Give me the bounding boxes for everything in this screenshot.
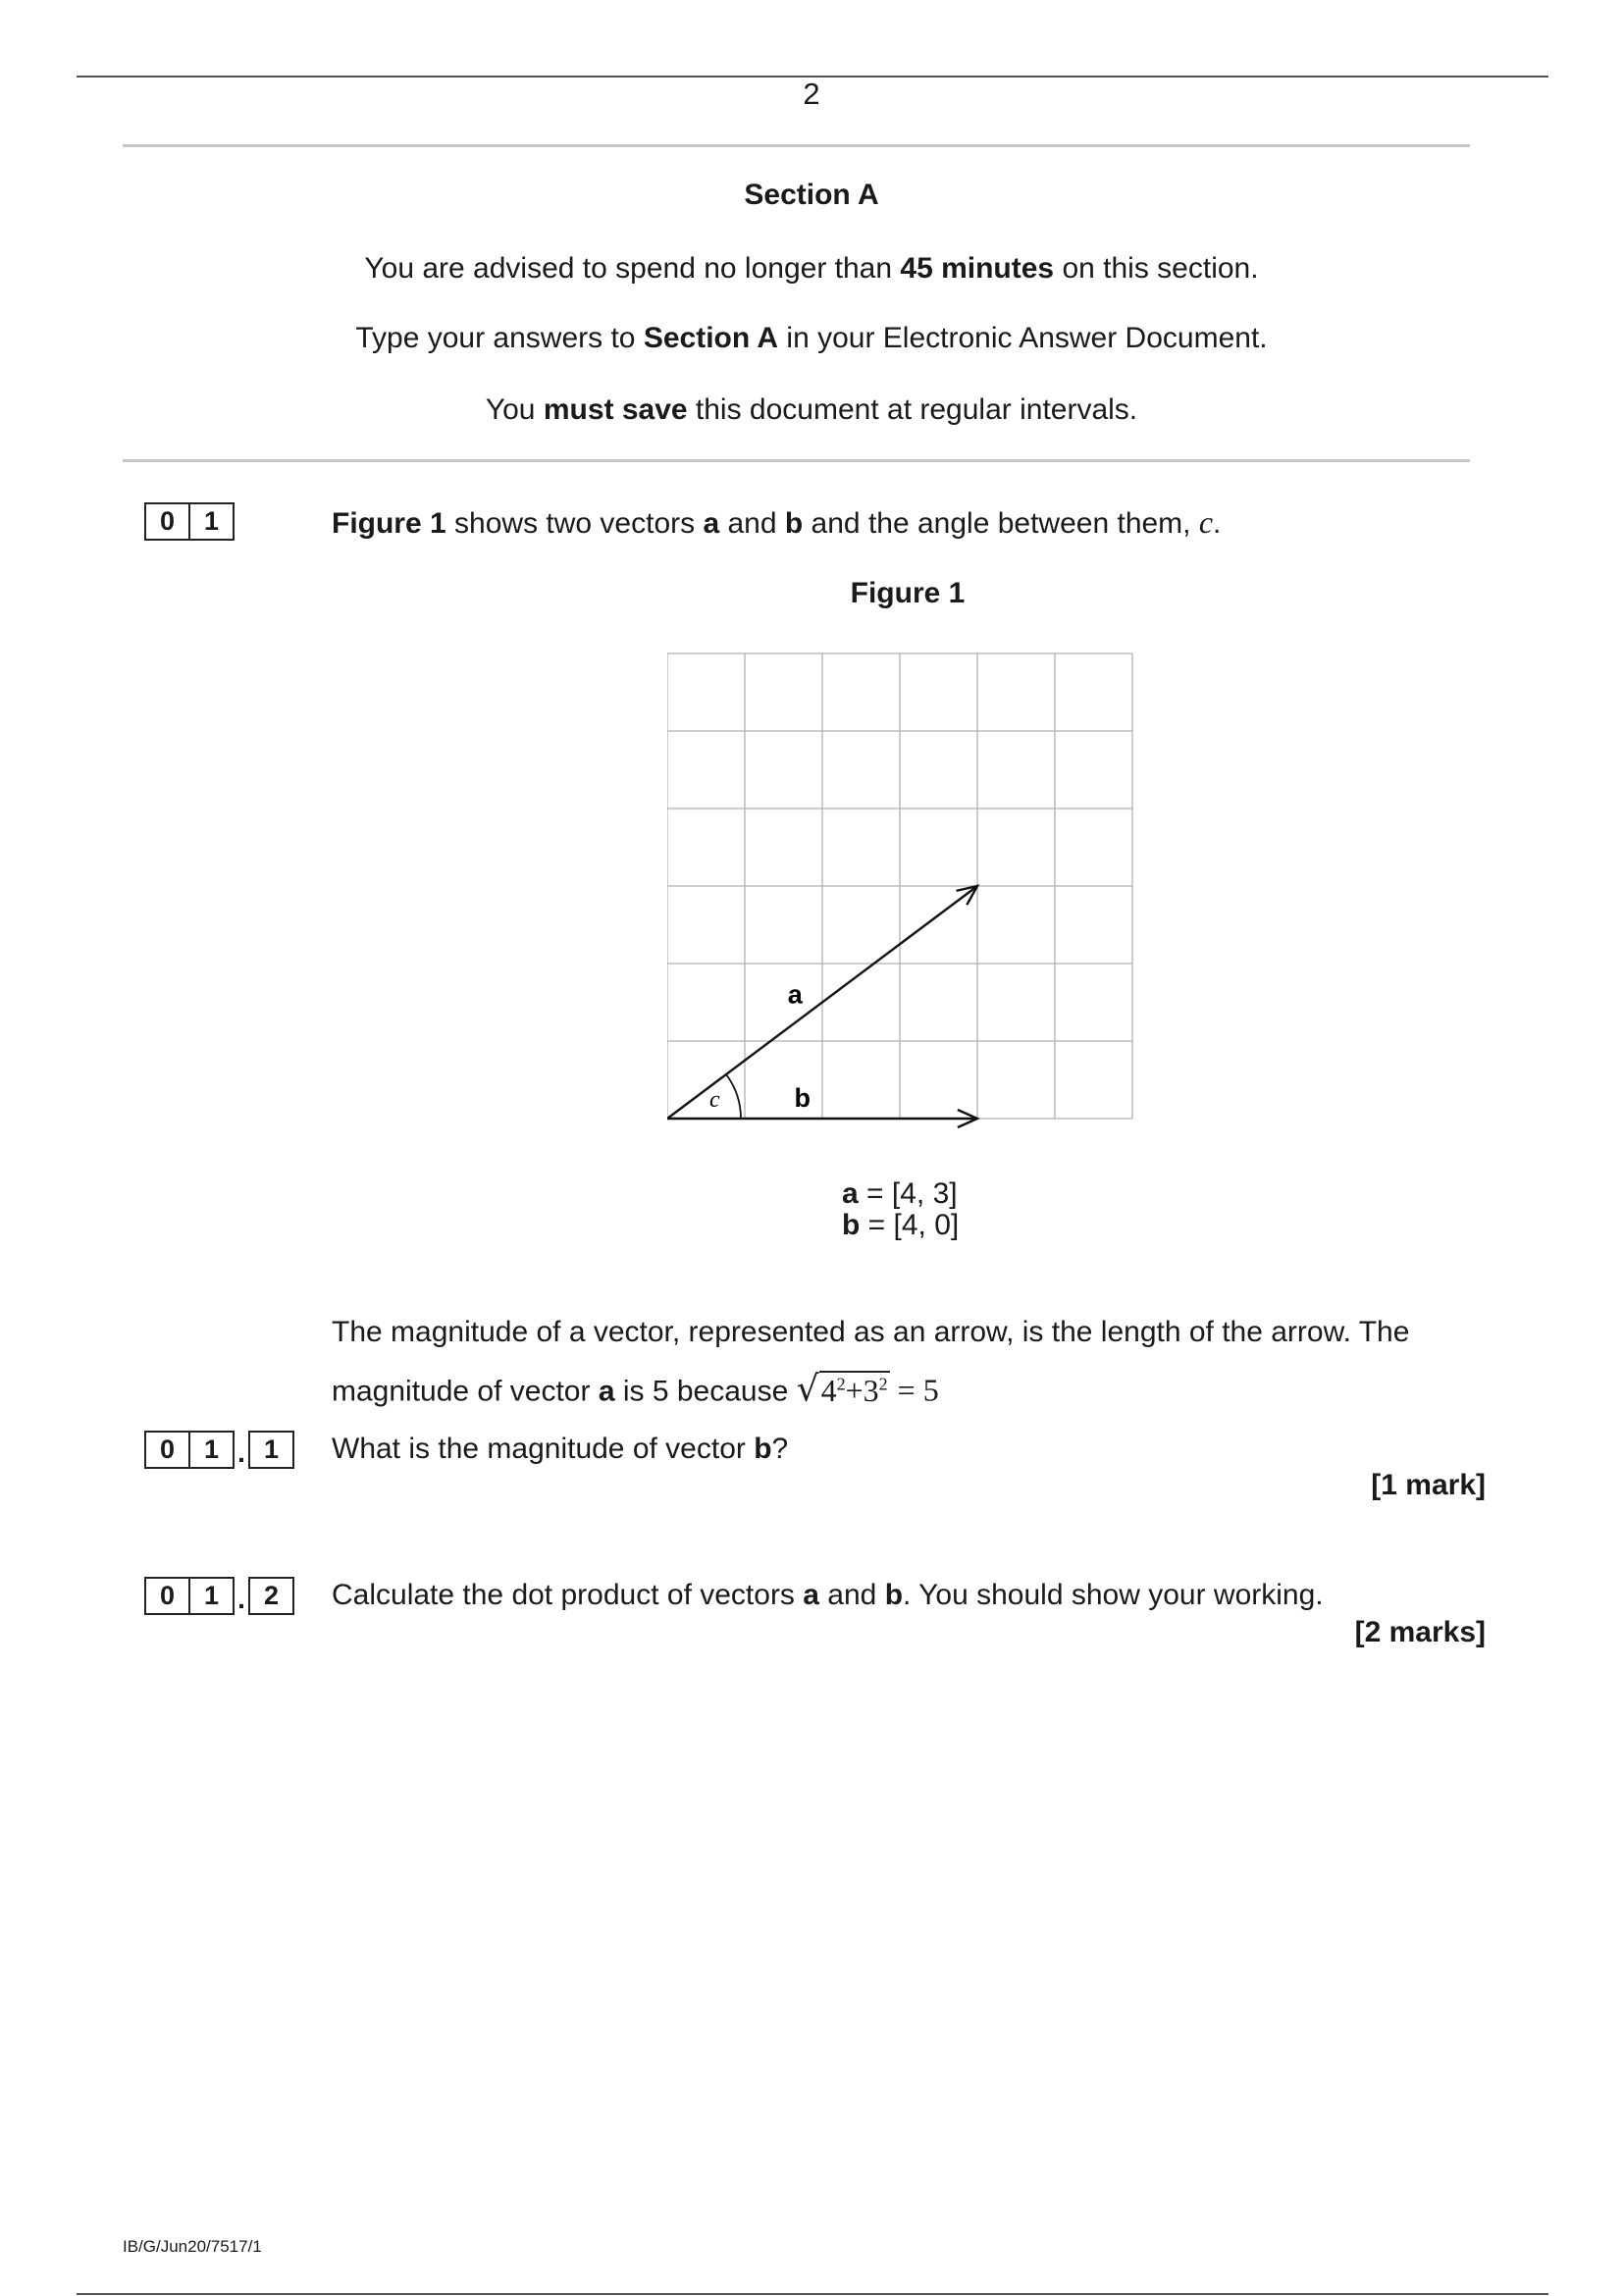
instruction-answers-bold: Section A (643, 322, 779, 354)
angle-c-ref: c (1198, 504, 1214, 540)
instruction-answers-post: in your Electronic Answer Document. (778, 322, 1268, 354)
sqrt-expression (797, 1358, 890, 1416)
question-number-01-1 (144, 1432, 294, 1468)
line2-pre: magnitude of vector (332, 1375, 599, 1408)
section-divider-bottom (123, 459, 1470, 462)
instruction-save (0, 393, 1623, 427)
intro-text: shows two vectors (445, 507, 704, 540)
page-number: 2 (803, 77, 820, 111)
radicand-plus: + (845, 1372, 864, 1408)
radicand-base: 3 (863, 1372, 879, 1408)
magnitude-paragraph-line1: The magnitude of a vector, represented as an arrow, is the length of the arrow. The (332, 1316, 1410, 1348)
instruction-save-pre: You (485, 393, 544, 426)
instruction-time-post: on this section. (1054, 252, 1259, 285)
figure-ref: Figure 1 (332, 507, 446, 540)
question-01-2-marks: [2 marks] (1354, 1616, 1486, 1648)
line2-post: is 5 because (614, 1375, 797, 1408)
instruction-save-bold: must save (543, 393, 688, 426)
radicand-exponent: 2 (836, 1374, 846, 1393)
line2-bold: a (598, 1375, 615, 1408)
section-divider-top (123, 144, 1470, 147)
q012-vector-b: b (884, 1579, 904, 1611)
question-digit: 1 (248, 1431, 294, 1469)
radicand (819, 1371, 890, 1408)
vector-a-definition (842, 1177, 958, 1211)
instruction-time (0, 252, 1623, 286)
question-digit: 0 (144, 1577, 190, 1615)
magnitude-paragraph-line2 (332, 1358, 1509, 1418)
q011-text-pre: What is the magnitude of vector (332, 1433, 755, 1465)
q012-text-post: . You should show your working. (903, 1579, 1324, 1611)
question-number-01 (144, 503, 235, 540)
vector-b-ref: b (784, 507, 804, 540)
radicand-base: 4 (820, 1372, 837, 1408)
question-dot: . (237, 1437, 245, 1468)
q012-text-pre: Calculate the dot product of vectors (332, 1579, 804, 1611)
grid (667, 653, 1132, 1119)
instruction-save-post: this document at regular intervals. (687, 393, 1138, 426)
bottom-rule (77, 2293, 1548, 2295)
question-number-01-2 (144, 1578, 294, 1614)
q012-text-mid: and (818, 1579, 885, 1611)
magnitude-paragraph (332, 1307, 1509, 1418)
q012-vector-a: a (803, 1579, 819, 1611)
question-01-1-text (332, 1433, 788, 1466)
vector-b-value: = [4, 0] (860, 1209, 960, 1241)
vector-b-label: b (794, 1083, 812, 1113)
instruction-answers (0, 322, 1623, 355)
question-digit: 1 (188, 1431, 235, 1469)
radicand-exponent: 2 (878, 1374, 888, 1393)
question-digit: 0 (144, 502, 190, 541)
vector-b-definition (842, 1209, 959, 1242)
sqrt-icon: √ (796, 1369, 819, 1410)
footer-code: IB/G/Jun20/7517/1 (123, 2237, 262, 2256)
sqrt-result: = 5 (889, 1372, 939, 1408)
vector-a-label: a (787, 979, 803, 1010)
figure-title: Figure 1 (850, 577, 966, 609)
angle-c-label: c (709, 1087, 720, 1113)
question-digit: 1 (188, 1577, 235, 1615)
instruction-time-bold: 45 minutes (900, 252, 1055, 285)
question-01-intro (332, 504, 1221, 541)
vector-a-name: a (842, 1177, 859, 1210)
q011-text-bold: b (754, 1433, 772, 1465)
question-01-1-marks: [1 mark] (1371, 1469, 1486, 1501)
intro-text: and (719, 507, 785, 540)
angle-arc (726, 1074, 741, 1119)
question-dot: . (237, 1584, 245, 1614)
question-01-2-text (332, 1579, 1324, 1612)
vector-a-value: = [4, 3] (858, 1177, 958, 1210)
intro-text: and the angle between them, (803, 507, 1199, 540)
section-title: Section A (744, 179, 879, 211)
vector-a-ref: a (703, 507, 720, 540)
instruction-answers-pre: Type your answers to (355, 322, 644, 354)
question-digit: 0 (144, 1431, 190, 1469)
vector-figure (667, 648, 1138, 1138)
q011-text-post: ? (771, 1433, 789, 1465)
vector-b-name: b (842, 1209, 861, 1241)
instruction-time-pre: You are advised to spend no longer than (364, 252, 901, 285)
question-digit: 2 (248, 1577, 294, 1615)
question-digit: 1 (188, 502, 235, 541)
intro-text: . (1213, 507, 1222, 540)
